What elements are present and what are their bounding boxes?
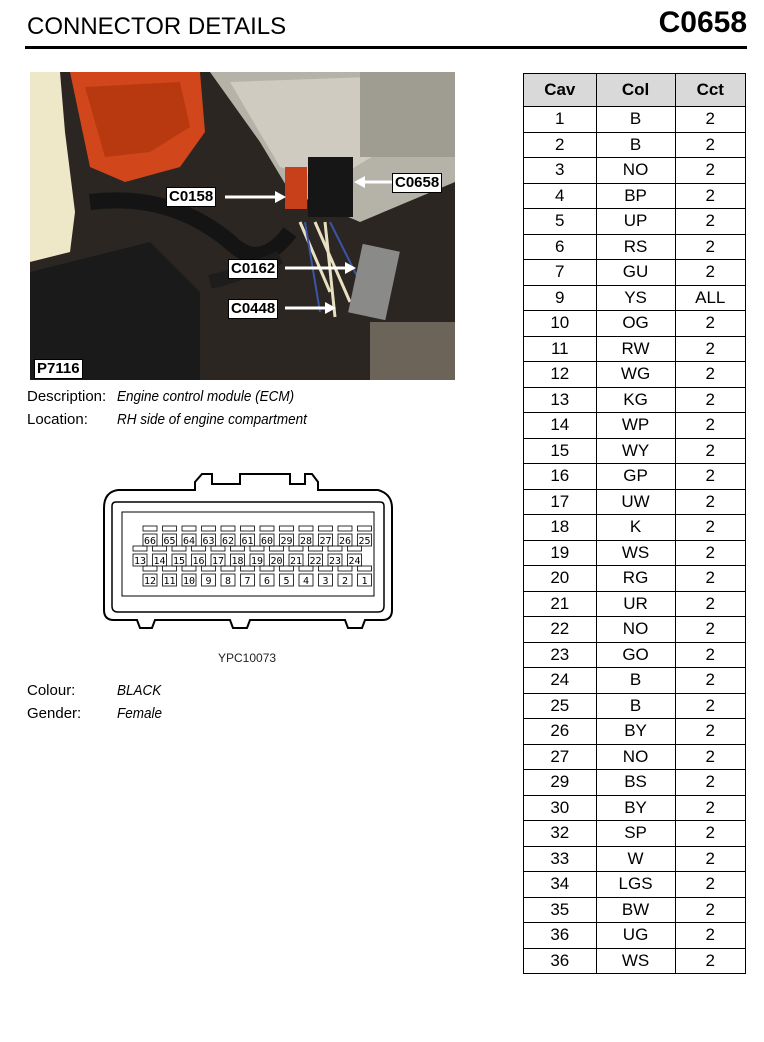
cavity-cell: 6 <box>524 234 597 260</box>
table-row <box>524 642 746 668</box>
circuit-cell: 2 <box>675 540 745 566</box>
gender-value: Female <box>117 705 163 722</box>
colour-cell: GO <box>596 642 675 668</box>
colour-cell: LGS <box>596 872 675 898</box>
pin-socket <box>241 526 255 531</box>
circuit-cell: 2 <box>675 464 745 490</box>
circuit-cell: 2 <box>675 183 745 209</box>
colour-label: Colour: <box>27 682 76 699</box>
cavity-cell: 35 <box>524 897 597 923</box>
cavity-cell: 15 <box>524 438 597 464</box>
colour-cell: YS <box>596 285 675 311</box>
connector-photo <box>30 72 455 380</box>
circuit-cell: 2 <box>675 770 745 796</box>
colour-cell: BP <box>596 183 675 209</box>
table-row <box>524 260 746 286</box>
colour-cell: NO <box>596 158 675 184</box>
table-row <box>524 158 746 184</box>
table-row <box>524 693 746 719</box>
cavity-cell: 3 <box>524 158 597 184</box>
circuit-cell: ALL <box>675 285 745 311</box>
callout-c0162: C0162 <box>228 259 278 279</box>
colour-cell: B <box>596 668 675 694</box>
pin-socket <box>280 526 294 531</box>
colour-cell: RS <box>596 234 675 260</box>
table-row <box>524 540 746 566</box>
pin-socket <box>299 526 313 531</box>
colour-cell: B <box>596 107 675 133</box>
pin-label: 16 <box>192 556 205 567</box>
table-row <box>524 566 746 592</box>
pin-socket <box>202 526 216 531</box>
colour-cell: SP <box>596 821 675 847</box>
cavity-cell: 17 <box>524 489 597 515</box>
circuit-cell: 2 <box>675 872 745 898</box>
pin-label: 64 <box>182 536 196 547</box>
cavity-cell: 20 <box>524 566 597 592</box>
table-row <box>524 872 746 898</box>
table-row <box>524 183 746 209</box>
colour-cell: UW <box>596 489 675 515</box>
pin-socket <box>143 526 157 531</box>
pin-label: 65 <box>163 536 176 547</box>
pin-label: 6 <box>263 576 271 587</box>
colour-cell: WG <box>596 362 675 388</box>
circuit-cell: 2 <box>675 948 745 974</box>
cavity-cell: 14 <box>524 413 597 439</box>
cavity-cell: 13 <box>524 387 597 413</box>
table-row <box>524 821 746 847</box>
cavity-cell: 27 <box>524 744 597 770</box>
pin-label: 25 <box>358 536 371 547</box>
circuit-cell: 2 <box>675 897 745 923</box>
table-row <box>524 897 746 923</box>
pin-label: 15 <box>172 556 186 567</box>
pin-label: 27 <box>319 536 332 547</box>
table-row <box>524 311 746 337</box>
pin-label: 12 <box>143 576 157 587</box>
colour-cell: GP <box>596 464 675 490</box>
cavity-cell: 33 <box>524 846 597 872</box>
pin-socket <box>338 526 352 531</box>
pin-label: 2 <box>341 576 349 587</box>
table-header-row <box>524 74 746 107</box>
diagram-caption: YPC10073 <box>218 651 277 665</box>
pin-label: 63 <box>202 536 215 547</box>
colour-cell: K <box>596 515 675 541</box>
pin-label: 18 <box>231 556 244 567</box>
circuit-cell: 2 <box>675 515 745 541</box>
cavity-cell: 23 <box>524 642 597 668</box>
cavity-cell: 30 <box>524 795 597 821</box>
cavity-cell: 34 <box>524 872 597 898</box>
colour-cell: NO <box>596 617 675 643</box>
cavity-cell: 9 <box>524 285 597 311</box>
location-value: RH side of engine compartment <box>117 411 307 428</box>
pin-label: 60 <box>260 536 274 547</box>
page-header <box>25 6 747 49</box>
colour-cell: B <box>596 693 675 719</box>
table-row <box>524 770 746 796</box>
pin-label: 22 <box>309 556 322 567</box>
circuit-cell: 2 <box>675 744 745 770</box>
pin-label: 29 <box>280 536 293 547</box>
table-row <box>524 617 746 643</box>
pin-label: 9 <box>205 576 212 587</box>
table-row <box>524 209 746 235</box>
table-row <box>524 515 746 541</box>
cavity-cell: 10 <box>524 311 597 337</box>
connector-face-diagram <box>100 472 396 634</box>
colour-cell: BW <box>596 897 675 923</box>
circuit-cell: 2 <box>675 591 745 617</box>
circuit-cell: 2 <box>675 846 745 872</box>
cavity-cell: 5 <box>524 209 597 235</box>
cavity-cell: 2 <box>524 132 597 158</box>
colour-cell: BS <box>596 770 675 796</box>
table-row <box>524 719 746 745</box>
circuit-cell: 2 <box>675 489 745 515</box>
colour-cell: WY <box>596 438 675 464</box>
pin-label: 10 <box>182 576 196 587</box>
pin-label: 28 <box>299 536 313 547</box>
cavity-cell: 16 <box>524 464 597 490</box>
cavity-cell: 25 <box>524 693 597 719</box>
header-cct: Cct <box>675 74 745 107</box>
pin-socket <box>163 526 177 531</box>
header-cav: Cav <box>524 74 597 107</box>
pin-label: 13 <box>133 556 147 567</box>
pin-socket <box>221 526 235 531</box>
colour-cell: KG <box>596 387 675 413</box>
connector-outline <box>100 472 396 634</box>
table-row <box>524 438 746 464</box>
pin-socket <box>260 526 274 531</box>
circuit-cell: 2 <box>675 362 745 388</box>
pin-label: 23 <box>328 556 342 567</box>
cavity-cell: 18 <box>524 515 597 541</box>
circuit-cell: 2 <box>675 821 745 847</box>
colour-cell: RG <box>596 566 675 592</box>
colour-cell: B <box>596 132 675 158</box>
cavity-cell: 32 <box>524 821 597 847</box>
colour-cell: W <box>596 846 675 872</box>
table-row <box>524 923 746 949</box>
circuit-cell: 2 <box>675 311 745 337</box>
callout-c0158: C0158 <box>166 187 216 207</box>
circuit-cell: 2 <box>675 234 745 260</box>
colour-value: BLACK <box>117 682 162 699</box>
pin-label: 20 <box>270 556 283 567</box>
colour-cell: RW <box>596 336 675 362</box>
table-row <box>524 846 746 872</box>
pin-label: 4 <box>302 576 310 587</box>
colour-cell: GU <box>596 260 675 286</box>
cavity-cell: 36 <box>524 923 597 949</box>
pin-socket <box>182 526 196 531</box>
location-label: Location: <box>27 411 88 428</box>
circuit-cell: 2 <box>675 566 745 592</box>
colour-cell: UG <box>596 923 675 949</box>
cavity-cell: 1 <box>524 107 597 133</box>
circuit-cell: 2 <box>675 387 745 413</box>
colour-cell: WP <box>596 413 675 439</box>
table-row <box>524 132 746 158</box>
gender-label: Gender: <box>27 705 82 722</box>
table-row <box>524 948 746 974</box>
pin-label: 24 <box>348 556 361 567</box>
callout-c0658: C0658 <box>392 173 442 193</box>
table-row <box>524 464 746 490</box>
circuit-cell: 2 <box>675 132 745 158</box>
table-row <box>524 362 746 388</box>
circuit-cell: 2 <box>675 795 745 821</box>
cavity-cell: 29 <box>524 770 597 796</box>
pin-label: 8 <box>224 576 232 587</box>
cavity-cell: 26 <box>524 719 597 745</box>
pin-label: 17 <box>211 556 225 567</box>
table-row <box>524 591 746 617</box>
table-row <box>524 413 746 439</box>
cavity-cell: 11 <box>524 336 597 362</box>
circuit-cell: 2 <box>675 209 745 235</box>
photo-reference: P7116 <box>34 359 83 379</box>
table-row <box>524 285 746 311</box>
cavity-cell: 21 <box>524 591 597 617</box>
table-row <box>524 668 746 694</box>
cavity-cell: 4 <box>524 183 597 209</box>
colour-cell: UR <box>596 591 675 617</box>
circuit-cell: 2 <box>675 617 745 643</box>
circuit-cell: 2 <box>675 923 745 949</box>
pin-label: 26 <box>338 536 352 547</box>
pin-label: 11 <box>163 576 176 587</box>
engine-bay-image <box>30 72 455 380</box>
pin-socket <box>358 526 372 531</box>
pin-label: 61 <box>241 536 254 547</box>
pin-label: 7 <box>244 576 251 587</box>
circuit-cell: 2 <box>675 642 745 668</box>
colour-cell: BY <box>596 719 675 745</box>
circuit-cell: 2 <box>675 413 745 439</box>
colour-cell: UP <box>596 209 675 235</box>
pinout-table <box>523 73 746 974</box>
pin-socket <box>319 526 333 531</box>
header-col: Col <box>596 74 675 107</box>
table-row <box>524 387 746 413</box>
connector-code: C0658 <box>658 6 747 39</box>
pin-label: 66 <box>143 536 157 547</box>
circuit-cell: 2 <box>675 719 745 745</box>
table-row <box>524 336 746 362</box>
table-row <box>524 234 746 260</box>
pin-label: 62 <box>221 536 235 547</box>
pin-label: 19 <box>250 556 264 567</box>
table-row <box>524 744 746 770</box>
pin-label: 5 <box>283 576 290 587</box>
circuit-cell: 2 <box>675 693 745 719</box>
cavity-cell: 24 <box>524 668 597 694</box>
cavity-cell: 36 <box>524 948 597 974</box>
pin-label: 3 <box>322 576 329 587</box>
colour-cell: BY <box>596 795 675 821</box>
circuit-cell: 2 <box>675 336 745 362</box>
circuit-cell: 2 <box>675 260 745 286</box>
pin-label: 1 <box>361 576 368 587</box>
colour-cell: NO <box>596 744 675 770</box>
cavity-cell: 19 <box>524 540 597 566</box>
colour-cell: OG <box>596 311 675 337</box>
circuit-cell: 2 <box>675 438 745 464</box>
pin-label: 14 <box>153 556 166 567</box>
table-row <box>524 107 746 133</box>
table-row <box>524 795 746 821</box>
page-title: CONNECTOR DETAILS <box>27 13 287 40</box>
colour-cell: WS <box>596 540 675 566</box>
description-value: Engine control module (ECM) <box>117 388 295 405</box>
cavity-cell: 22 <box>524 617 597 643</box>
circuit-cell: 2 <box>675 107 745 133</box>
circuit-cell: 2 <box>675 158 745 184</box>
callout-c0448: C0448 <box>228 299 278 319</box>
cavity-cell: 7 <box>524 260 597 286</box>
circuit-cell: 2 <box>675 668 745 694</box>
cavity-cell: 12 <box>524 362 597 388</box>
table-row <box>524 489 746 515</box>
colour-cell: WS <box>596 948 675 974</box>
description-label: Description: <box>27 388 107 405</box>
pin-label: 21 <box>289 556 303 567</box>
